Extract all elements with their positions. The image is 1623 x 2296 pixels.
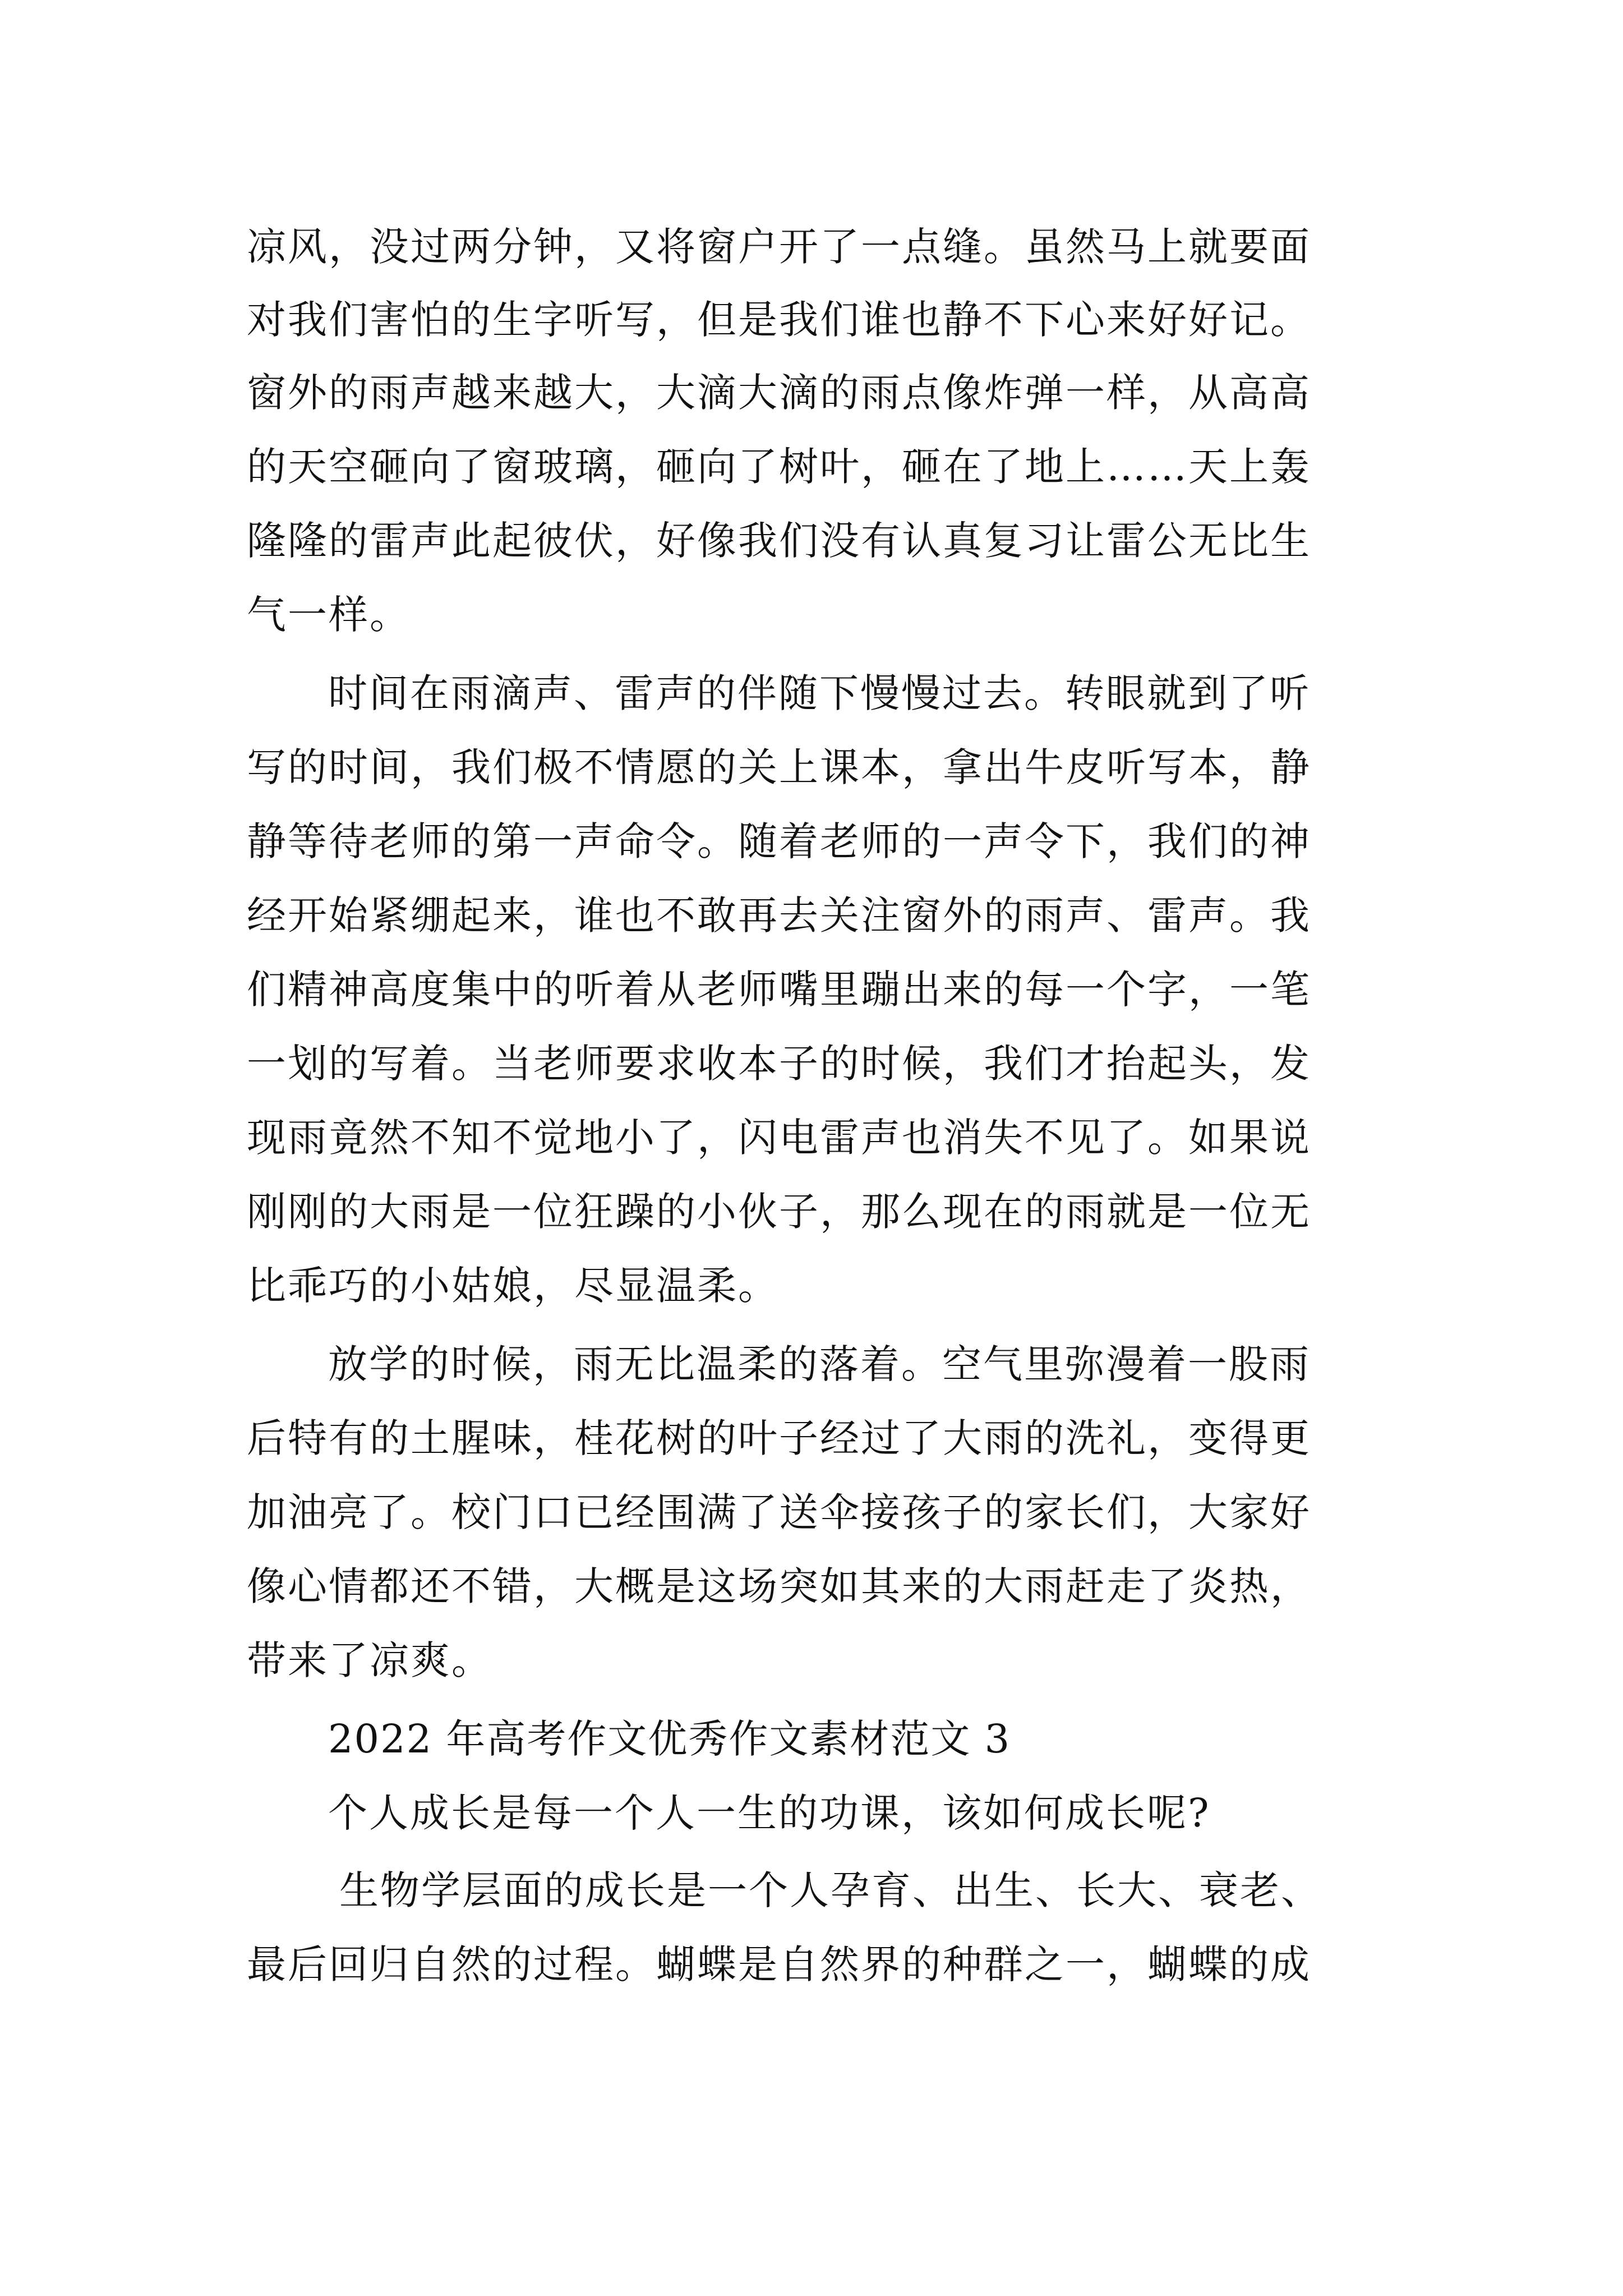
paragraph-line: 最后回归自然的过程。蝴蝶是自然界的种群之一，蝴蝶的成 [247,1941,1311,1987]
paragraph-line: 加油亮了。校门口已经围满了送伞接孩子的家长们，大家好 [247,1489,1311,1535]
paragraph-line: 的天空砸向了窗玻璃，砸向了树叶，砸在了地上……天上轰 [247,444,1311,490]
paragraph-line: 个人成长是每一个人一生的功课，该如何成长呢? [328,1790,1211,1836]
paragraph-line: 像心情都还不错，大概是这场突如其来的大雨赶走了炎热， [247,1563,1311,1609]
paragraph-line: 对我们害怕的生字听写，但是我们谁也静不下心来好好记。 [247,297,1311,343]
paragraph-line: 比乖巧的小姑娘，尽显温柔。 [247,1263,779,1309]
section-heading: 2022 年高考作文优秀作文素材范文 3 [328,1716,1011,1762]
paragraph-line: 生物学层面的成长是一个人孕育、出生、长大、衰老、 [339,1867,1322,1913]
paragraph-line: 放学的时候，雨无比温柔的落着。空气里弥漫着一股雨 [328,1341,1311,1387]
paragraph-line: 凉风，没过两分钟，又将窗户开了一点缝。虽然马上就要面 [247,224,1311,270]
paragraph-line: 气一样。 [247,592,411,638]
paragraph-line: 隆隆的雷声此起彼伏，好像我们没有认真复习让雷公无比生 [247,518,1311,564]
paragraph-line: 写的时间，我们极不情愿的关上课本，拿出牛皮听写本，静 [247,744,1311,790]
paragraph-line: 经开始紧绷起来，谁也不敢再去关注窗外的雨声、雷声。我 [247,892,1311,938]
paragraph-line: 静等待老师的第一声命令。随着老师的一声令下，我们的神 [247,818,1311,864]
paragraph-line: 时间在雨滴声、雷声的伴随下慢慢过去。转眼就到了听 [328,670,1311,716]
paragraph-line: 刚刚的大雨是一位狂躁的小伙子，那么现在的雨就是一位无 [247,1189,1311,1235]
paragraph-line: 带来了凉爽。 [247,1637,492,1683]
paragraph-line: 现雨竟然不知不觉地小了，闪电雷声也消失不见了。如果说 [247,1115,1311,1161]
paragraph-line: 们精神高度集中的听着从老师嘴里蹦出来的每一个字，一笔 [247,967,1311,1013]
paragraph-line: 窗外的雨声越来越大，大滴大滴的雨点像炸弹一样，从高高 [247,370,1311,416]
paragraph-line: 后特有的土腥味，桂花树的叶子经过了大雨的洗礼，变得更 [247,1415,1311,1461]
paragraph-line: 一划的写着。当老师要求收本子的时候，我们才抬起头，发 [247,1041,1311,1087]
